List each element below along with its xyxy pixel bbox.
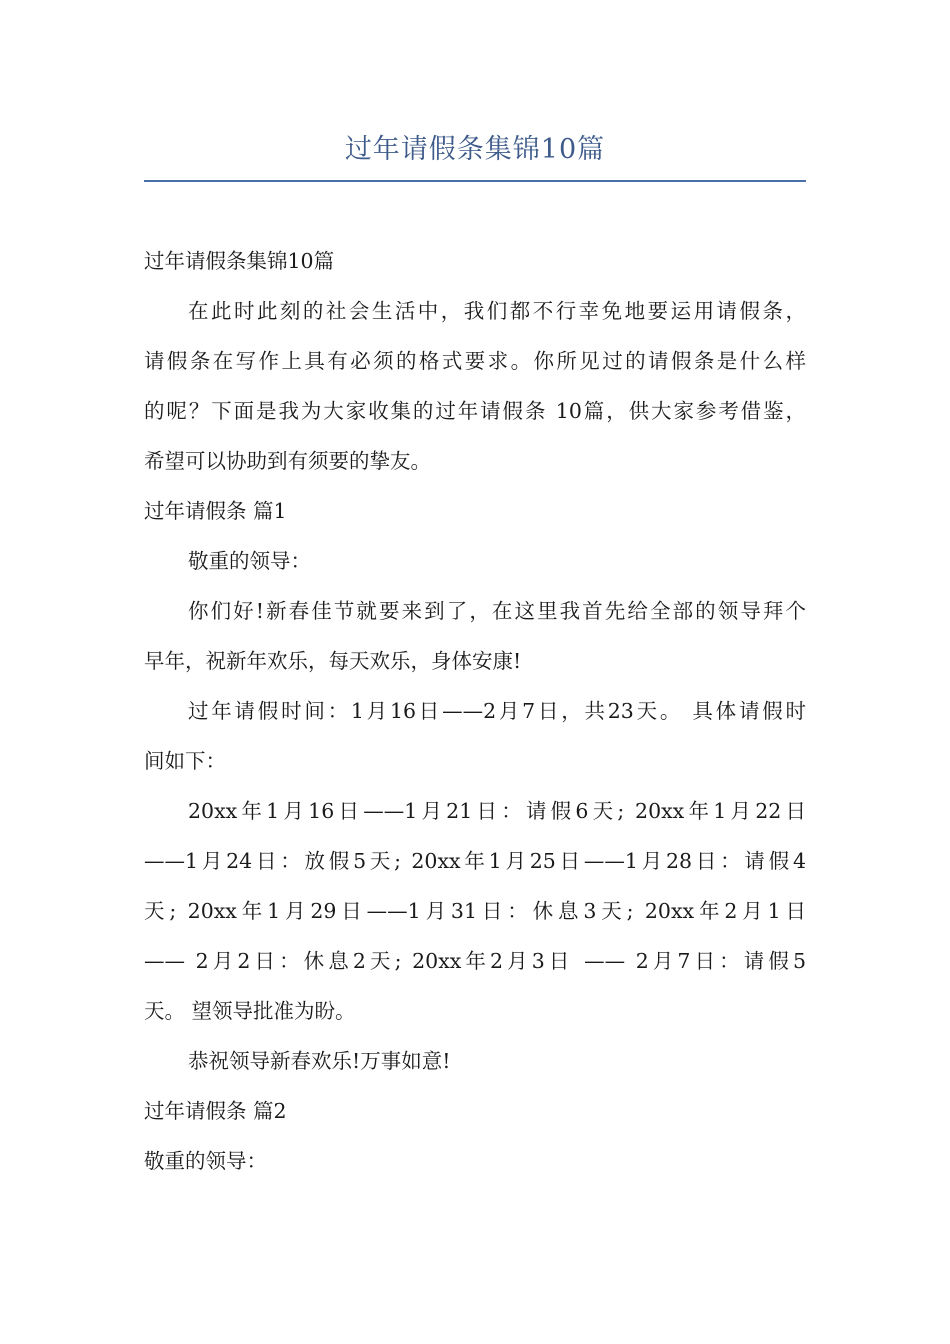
- document-body: [144, 236, 806, 1186]
- intro-line: 请假条在写作上具有必须的格式要求。你所见过的请假条是什么样: [144, 349, 806, 373]
- schedule-line: 天。 望领导批准为盼。: [144, 999, 356, 1023]
- greeting-line: 早年，祝新年欢乐，每天欢乐，身体安康!: [144, 649, 522, 673]
- salutation: 敬重的领导：: [188, 549, 311, 573]
- salutation: 敬重的领导：: [144, 1149, 267, 1173]
- period-line: 间如下：: [144, 749, 226, 773]
- intro-line: 希望可以协助到有须要的挚友。: [144, 449, 431, 473]
- intro-line: 的呢？下面是我为大家收集的过年请假条 10篇，供大家参考借鉴，: [144, 399, 806, 423]
- content-heading: 过年请假条集锦10篇: [144, 249, 335, 273]
- section-heading: 过年请假条 篇1: [144, 499, 287, 523]
- title-underline: [144, 180, 806, 182]
- section-heading: 过年请假条 篇2: [144, 1099, 287, 1123]
- schedule-line: 20xx年1月16日——1月21日：请假6天; 20xx年1月22日: [188, 799, 806, 823]
- schedule-line: —— 2月2日：休息2天; 20xx年2月3日 —— 2月7日：请假5: [144, 949, 806, 973]
- greeting-line: 你们好!新春佳节就要来到了，在这里我首先给全部的领导拜个: [188, 599, 806, 623]
- period-line: 过年请假时间：1月16日——2月7日，共23天。 具体请假时: [188, 699, 806, 723]
- closing-line: 恭祝领导新春欢乐!万事如意!: [188, 1049, 451, 1073]
- document-title: 过年请假条集锦10篇: [344, 134, 606, 165]
- schedule-line: ——1月24日：放假5天; 20xx年1月25日——1月28日：请假4: [144, 849, 806, 873]
- schedule-line: 天; 20xx年1月29日——1月31日：休息3天; 20xx年2月1日: [144, 899, 806, 923]
- intro-line: 在此时此刻的社会生活中，我们都不行幸免地要运用请假条，: [188, 299, 806, 323]
